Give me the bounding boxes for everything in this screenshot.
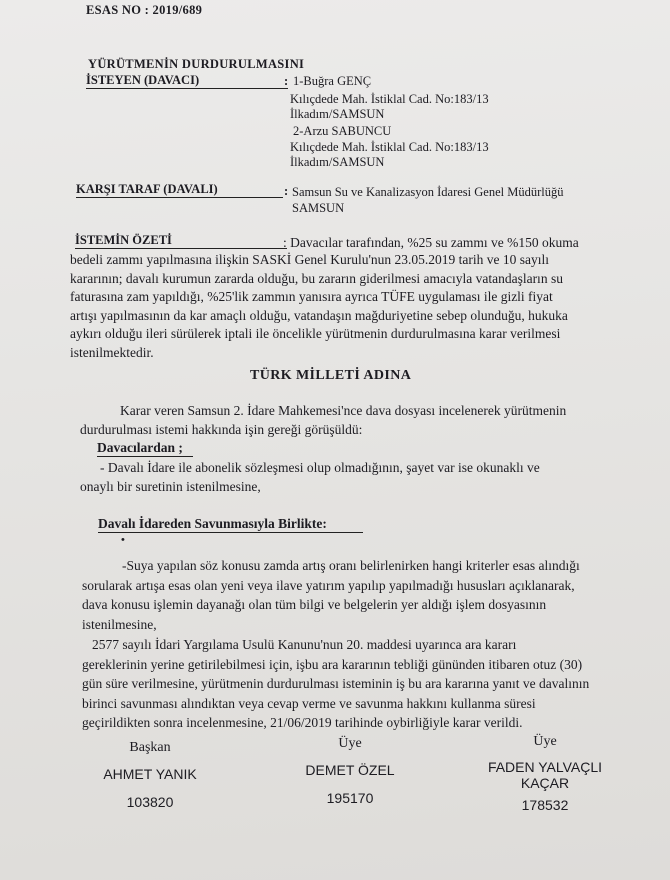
defendant-line: Samsun Su ve Kanalizasyon İdaresi Genel Müdürlüğü [292,185,564,199]
signature-role: Başkan [129,740,171,755]
signature-name: FADEN YALVAÇLI [487,759,603,775]
signature-role: Üye [533,734,557,749]
signature-block-member-2 [470,734,620,813]
bullet-mark: • [121,534,125,546]
defendant-label: KARŞI TARAF (DAVALI) [76,182,283,198]
defendant-section-text: -Suya yapılan söz konusu zamda artış oranı belirlenirken hangi kriterler esas alındığı sorularak artışa esas olan yeni veya ilave yatırım yapılıp yapılmadığı hususları açıklanarak, dava konusu işlemin dayanağı olan tüm bilgi ve belgelerin yer aldığı işlem dosyasının istenilmesine, [82,558,580,632]
signature-number: 178532 [521,797,569,813]
signature-name: DEMET ÖZEL [305,762,395,778]
signature-number: 103820 [126,794,174,810]
applicant-label-line1: YÜRÜTMENİN DURDURULMASINI [88,57,305,71]
signature-name: AHMET YANIK [103,766,197,782]
signature-name-line2: KAÇAR [520,775,570,791]
plaintiffs-heading: Davacılardan ; [97,440,193,457]
signature-number: 195170 [326,790,374,806]
signature-role: Üye [338,736,362,751]
signature-block-member-1 [290,736,410,806]
applicant-line: İlkadım/SAMSUN [290,107,385,121]
summary-first-line: : Davacılar tarafından, %25 su zammı ve %150 okuma [283,235,579,250]
defendant-colon: : [284,184,289,198]
summary-text: bedeli zammı yapılmasına ilişkin SASKİ Genel Kurulu'nun 23.05.2019 tarih ve 10 sayılı kararının; davalı kurumun zararda olduğu, bu zararın giderilmesi amacıyla vatandaşların su faturasına zam yapıldığı, %25'lik zammın yanısıra ayrıca TÜFE uygulaması ile gizli fiyat artışı yapılmasının da kar amaçlı olduğu, vatandaşın mağduriyetine sebep olunduğu, hukuka aykırı olduğu ileri sürülerek iptali ile öncelikle yürütmenin durdurulmasına karar verilmesi istenilmektedir. [70,252,568,360]
summary-label: İSTEMİN ÖZETİ [75,233,287,249]
defendant-line: SAMSUN [292,201,345,215]
signature-block-president [90,740,210,810]
applicant-line: İlkadım/SAMSUN [290,155,385,169]
plaintiffs-text: - Davalı İdare ile abonelik sözleşmesi olup olmadığının, şayet var ise okunaklı ve onaylı bir suretinin istenilmesine, [80,460,540,494]
defendant-section-heading: Davalı İdareden Savunmasıyla Birlikte: [98,516,363,533]
intro-text: Karar veren Samsun 2. İdare Mahkemesi'nce dava dosyası incelenerek yürütmenin durdurulması istemi hakkında işin gereği görüşüldü: [80,403,567,437]
applicant-label-line2: İSTEYEN (DAVACI) [86,73,288,89]
applicant-colon: : [284,74,289,88]
applicant-line: Kılıçdede Mah. İstiklal Cad. No:183/13 [290,92,489,106]
decision-title: TÜRK MİLLETİ ADINA [250,368,412,383]
applicant-line: Kılıçdede Mah. İstiklal Cad. No:183/13 [290,140,489,154]
case-number: ESAS NO : 2019/689 [86,3,203,17]
decision-text: 2577 sayılı İdari Yargılama Usulü Kanunu'nun 20. maddesi uyarınca ara kararı gereklerinin yerine getirilebilmesi için, işbu ara kararının tebliği gününden itibaren otuz (30) gün süre verilmesine, yürütmenin durdurulması isteminin iş bu ara kararına yanıt ve davalının birinci savunması alındıktan veya cevap verme ve savunma hakkını kullanma süresi geçirildikten sonra incelenmesine, 21/06/2019 tarihinde oybirliğiyle karar verildi. [82,637,590,730]
applicant-line: 1-Buğra GENÇ [293,74,372,88]
applicant-line: 2-Arzu SABUNCU [293,124,392,138]
